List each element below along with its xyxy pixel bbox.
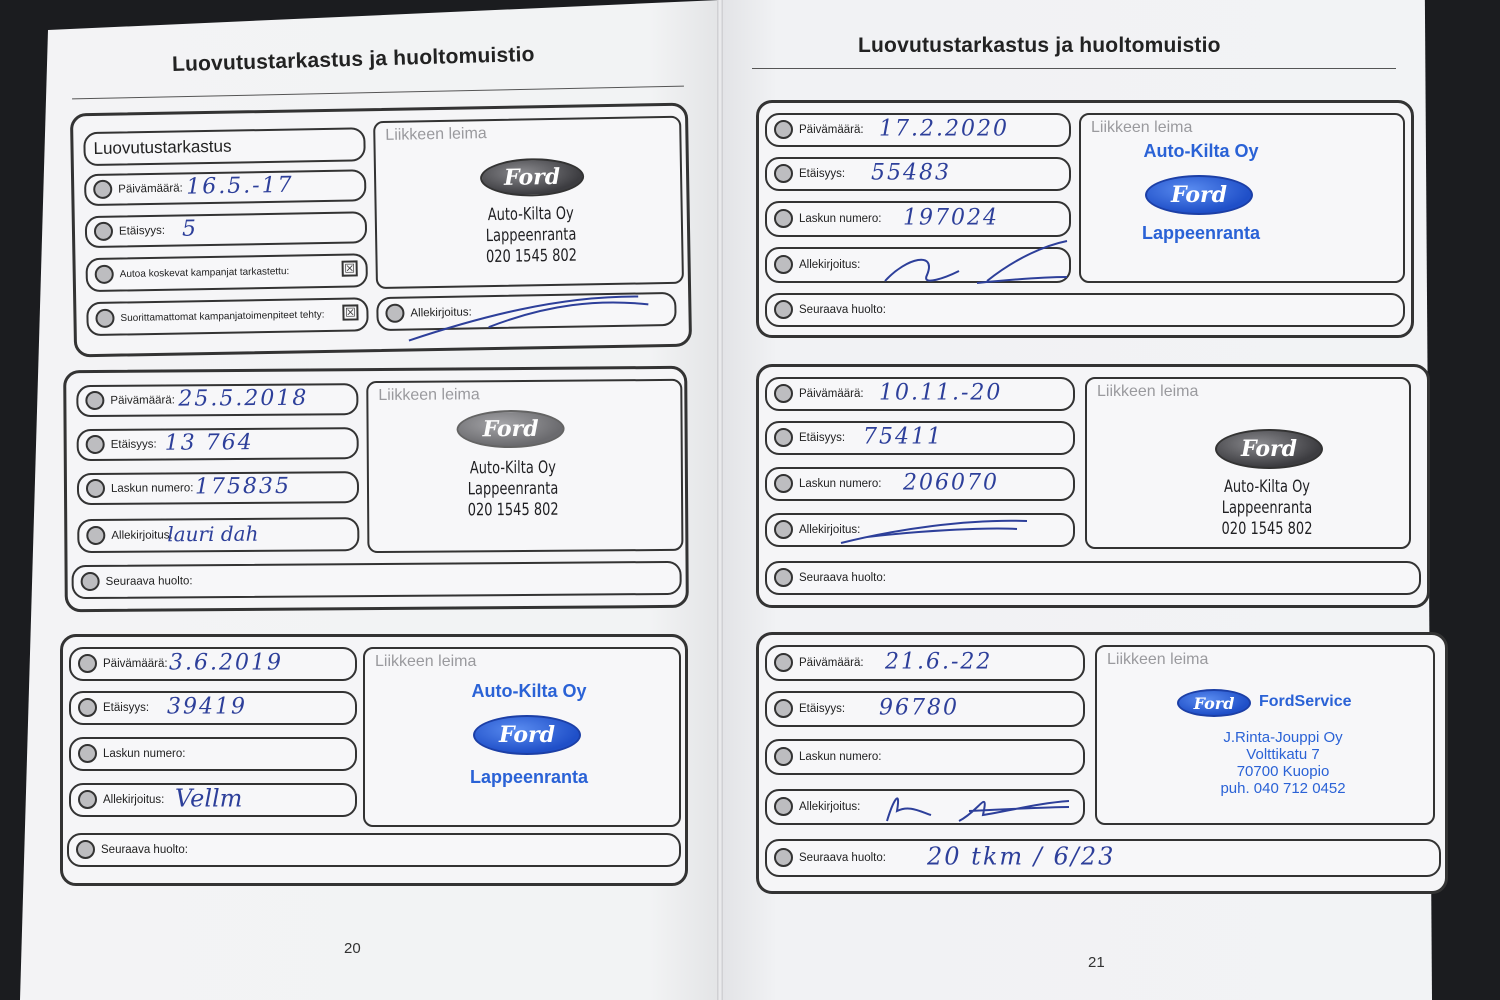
checkbox-checked: ☒ <box>342 304 358 320</box>
distance-value: 39419 <box>167 694 247 720</box>
next-service-field <box>765 293 1405 327</box>
invoice-label: Laskun numero: <box>799 751 882 763</box>
radio-bullet <box>774 653 793 672</box>
dealer-stamp-box <box>1085 377 1411 549</box>
stamp-text: Auto-Kilta Oy Lappeenranta 020 1545 802 <box>1221 477 1313 539</box>
stamp-city: Lappeenranta <box>1141 223 1261 243</box>
signature-handwriting: lauri dah <box>167 521 259 547</box>
stamp-address: J.Rinta-Jouppi Oy Volttikatu 7 70700 Kuopio puh. 040 712 0452 <box>1220 729 1346 797</box>
distance-label: Etäisyys: <box>118 224 166 238</box>
invoice-label: Laskun numero: <box>799 213 882 225</box>
date-field <box>69 647 357 681</box>
signature-field <box>69 783 357 817</box>
radio-bullet <box>95 309 114 328</box>
radio-bullet <box>86 435 105 454</box>
invoice-value: 175835 <box>194 473 292 500</box>
invoice-field <box>765 467 1075 501</box>
radio-bullet <box>76 840 95 859</box>
service-card-2022 <box>756 632 1448 894</box>
signature-label: Allekirjoitus: <box>799 524 861 536</box>
signature-field <box>765 247 1071 283</box>
date-value: 3.6.2019 <box>169 650 283 676</box>
radio-bullet <box>774 747 793 766</box>
signature-label: Allekirjoitus: <box>799 259 861 271</box>
stamp-company: Auto-Kilta Oy <box>1143 141 1259 161</box>
distance-label: Etäisyys: <box>799 168 846 180</box>
next-service-label: Seuraava huolto: <box>105 575 193 588</box>
stamp-label: Liikkeen leima <box>378 386 480 404</box>
handover-field <box>83 127 366 166</box>
signature-field <box>77 517 359 553</box>
distance-value: 5 <box>181 216 199 242</box>
date-label: Päivämäärä: <box>118 182 183 196</box>
date-value: 21.6.-22 <box>885 649 993 675</box>
stamp-label: Liikkeen leima <box>385 125 487 144</box>
distance-label: Etäisyys: <box>799 432 846 444</box>
signature-label: Allekirjoitus: <box>111 529 173 542</box>
date-label: Päivämäärä: <box>799 388 864 400</box>
book-spine <box>717 0 723 1000</box>
stamp-text: Auto-Kilta Oy Lappeenranta 020 1545 802 <box>467 457 559 521</box>
signature-scribble <box>837 511 1037 551</box>
date-label: Päivämäärä: <box>103 658 168 670</box>
distance-field <box>765 691 1085 727</box>
distance-field <box>77 427 359 461</box>
radio-bullet <box>774 255 793 274</box>
distance-value: 13 764 <box>164 430 254 456</box>
stamp-label: Liikkeen leima <box>1097 383 1199 400</box>
distance-field <box>765 421 1075 455</box>
distance-field <box>765 157 1071 191</box>
date-label: Päivämäärä: <box>799 124 864 136</box>
date-label: Päivämäärä: <box>799 657 864 669</box>
ford-logo-icon: Ford <box>1215 429 1323 469</box>
radio-bullet <box>774 848 793 867</box>
date-field <box>765 377 1075 411</box>
next-service-field <box>765 839 1441 877</box>
signature-label: Allekirjoitus: <box>103 794 165 806</box>
radio-bullet <box>86 479 105 498</box>
signature-field <box>376 292 677 331</box>
stamp-label: Liikkeen leima <box>1091 119 1193 136</box>
signature-label: Allekirjoitus: <box>799 801 861 813</box>
signature-field <box>765 513 1075 547</box>
radio-bullet <box>86 526 105 545</box>
ford-logo-icon: Ford <box>456 410 564 449</box>
stamp-city: Lappeenranta <box>469 767 589 787</box>
radio-bullet <box>774 164 793 183</box>
radio-bullet <box>774 699 793 718</box>
checkbox-checked: ☒ <box>342 260 358 276</box>
signature-handwriting: Vellm <box>175 784 243 813</box>
header-rule-right <box>752 68 1396 69</box>
campaigns-pending-field <box>86 297 369 336</box>
radio-bullet <box>78 654 97 673</box>
radio-bullet <box>774 428 793 447</box>
stamp-label: Liikkeen leima <box>375 653 477 670</box>
page-title-right: Luovutustarkastus ja huoltomuistio <box>858 34 1221 57</box>
dealer-stamp-box <box>1095 645 1435 825</box>
distance-label: Etäisyys: <box>110 438 157 451</box>
distance-value: 55483 <box>871 160 951 186</box>
next-service-value: 20 tkm / 6/23 <box>927 842 1116 871</box>
radio-bullet <box>78 790 97 809</box>
invoice-field <box>69 737 357 771</box>
campaigns-pending-label: Suorittamattomat kampanjatoimenpiteet tehty: <box>120 309 325 325</box>
radio-bullet <box>774 300 793 319</box>
signature-scribble <box>877 237 1077 293</box>
radio-bullet <box>774 474 793 493</box>
service-card-handover <box>70 103 692 358</box>
invoice-label: Laskun numero: <box>799 478 882 490</box>
radio-bullet <box>774 797 793 816</box>
dealer-stamp-box <box>1079 113 1405 283</box>
campaigns-checked-label: Autoa koskevat kampanjat tarkastettu: <box>119 266 290 281</box>
page-number-right: 21 <box>1088 954 1105 971</box>
radio-bullet <box>94 222 113 241</box>
distance-label: Etäisyys: <box>799 703 846 715</box>
service-card-2020-feb <box>756 100 1414 338</box>
service-card-2018 <box>63 366 689 612</box>
invoice-label: Laskun numero: <box>103 748 186 760</box>
signature-scribble <box>879 781 1079 831</box>
ford-logo-icon: Ford <box>1177 689 1251 717</box>
campaigns-checked-field <box>85 253 368 292</box>
distance-value: 96780 <box>879 695 959 721</box>
invoice-field <box>765 201 1071 237</box>
distance-value: 75411 <box>863 424 943 450</box>
radio-bullet <box>78 698 97 717</box>
stamp-company: Auto-Kilta Oy <box>471 681 587 701</box>
dealer-stamp-box <box>366 379 683 553</box>
date-value: 16.5.-17 <box>186 172 294 200</box>
signature-label: Allekirjoitus: <box>410 306 472 320</box>
radio-bullet <box>774 384 793 403</box>
ford-logo-icon: Ford <box>480 157 585 197</box>
next-service-label: Seuraava huolto: <box>101 844 188 856</box>
invoice-field <box>765 739 1085 775</box>
date-value: 17.2.2020 <box>879 116 1009 142</box>
stamp-label: Liikkeen leima <box>1107 651 1209 668</box>
next-service-field <box>72 561 682 599</box>
date-value: 25.5.2018 <box>178 385 309 412</box>
invoice-label: Laskun numero: <box>110 482 194 495</box>
page-title-left: Luovutustarkastus ja huoltomuistio <box>171 42 535 77</box>
date-field <box>76 383 358 417</box>
date-field <box>765 113 1071 147</box>
date-label: Päivämäärä: <box>110 394 175 407</box>
service-card-2020-nov <box>756 364 1430 608</box>
page-number-left: 20 <box>344 940 361 957</box>
distance-label: Etäisyys: <box>103 702 150 714</box>
next-service-field <box>765 561 1421 595</box>
next-service-label: Seuraava huolto: <box>799 304 886 316</box>
next-service-label: Seuraava huolto: <box>799 572 886 584</box>
signature-field <box>765 789 1085 825</box>
next-service-field <box>67 833 681 867</box>
distance-field <box>85 211 368 248</box>
invoice-field <box>77 471 359 505</box>
radio-bullet <box>774 209 793 228</box>
radio-bullet <box>774 120 793 139</box>
dealer-stamp-box <box>373 116 684 289</box>
radio-bullet <box>93 180 112 199</box>
radio-bullet <box>81 572 100 591</box>
radio-bullet <box>95 265 114 284</box>
date-field <box>84 169 367 206</box>
invoice-value: 197024 <box>903 205 999 231</box>
signature-scribble <box>398 284 679 349</box>
handover-label: Luovutustarkastus <box>93 136 232 159</box>
radio-bullet <box>78 744 97 763</box>
invoice-value: 206070 <box>903 470 999 496</box>
date-value: 10.11.-20 <box>879 380 1003 406</box>
stamp-brand: FordService <box>1259 693 1352 710</box>
radio-bullet <box>774 520 793 539</box>
next-service-label: Seuraava huolto: <box>799 852 886 864</box>
service-card-2019 <box>60 634 688 886</box>
dealer-stamp-box <box>363 647 681 827</box>
distance-field <box>69 691 357 725</box>
stamp-text: Auto-Kilta Oy Lappeenranta 020 1545 802 <box>485 203 578 268</box>
date-field <box>765 645 1085 681</box>
radio-bullet <box>774 568 793 587</box>
ford-logo-icon: Ford <box>473 715 581 755</box>
ford-logo-icon: Ford <box>1145 175 1253 215</box>
radio-bullet <box>85 391 104 410</box>
